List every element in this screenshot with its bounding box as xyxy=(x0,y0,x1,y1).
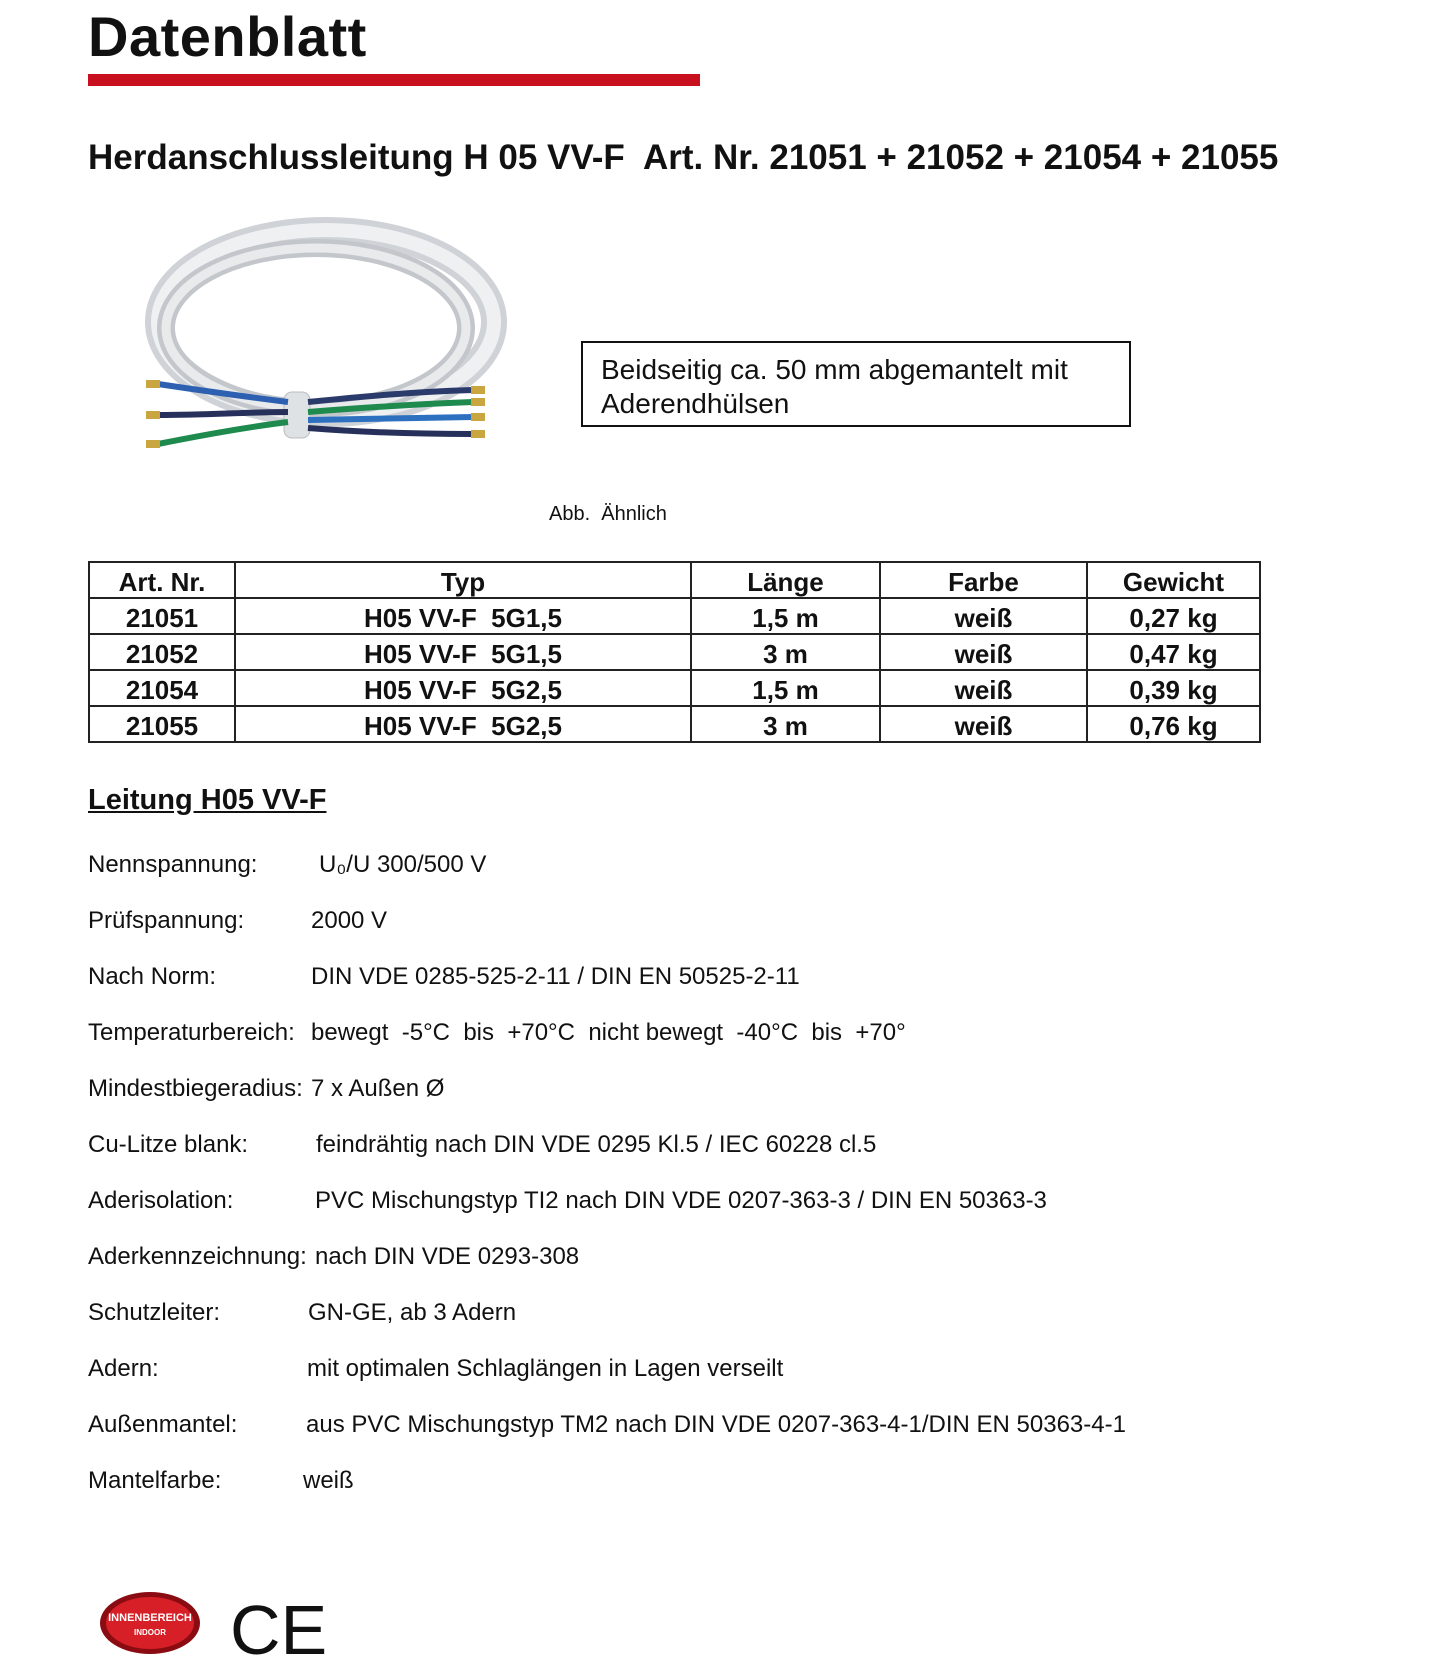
table-cell: 0,27 kg xyxy=(1087,598,1260,634)
property-label: Mantelfarbe: xyxy=(88,1467,222,1494)
column-header: Länge xyxy=(691,562,880,598)
table-cell: 0,76 kg xyxy=(1087,706,1260,742)
svg-text:INNENBEREICH: INNENBEREICH xyxy=(108,1612,192,1624)
article-table xyxy=(88,561,1261,743)
property-value: DIN VDE 0285-525-2-11 / DIN EN 50525-2-11 xyxy=(311,963,800,990)
stripping-note-box: Beidseitig ca. 50 mm abgemantelt mit Aderendhülsen xyxy=(581,341,1131,427)
property-label: Temperaturbereich: xyxy=(88,1019,295,1046)
column-header: Typ xyxy=(235,562,691,598)
property-value: weiß xyxy=(303,1467,354,1494)
table-cell: 1,5 m xyxy=(691,598,880,634)
table-cell: weiß xyxy=(880,706,1087,742)
property-value: nach DIN VDE 0293-308 xyxy=(315,1243,580,1270)
ce-mark-icon xyxy=(230,1591,328,1669)
table-cell: 3 m xyxy=(691,634,880,670)
svg-text:CE: CE xyxy=(230,1591,328,1669)
indoor-badge-logo xyxy=(98,1590,202,1656)
property-label: Mindestbiegeradius: xyxy=(88,1075,303,1102)
property-label: Cu-Litze blank: xyxy=(88,1131,249,1158)
table-cell: 1,5 m xyxy=(691,670,880,706)
property-value: PVC Mischungstyp TI2 nach DIN VDE 0207-363-3 / DIN EN 50363-3 xyxy=(315,1187,1047,1214)
table-cell: weiß xyxy=(880,670,1087,706)
table-cell: 3 m xyxy=(691,706,880,742)
image-caption: Abb. Ähnlich xyxy=(549,503,667,525)
table-row xyxy=(89,706,1260,742)
property-value: aus PVC Mischungstyp TM2 nach DIN VDE 0207-363-4-1/DIN EN 50363-4-1 xyxy=(306,1411,1126,1438)
property-value: GN-GE, ab 3 Adern xyxy=(308,1299,517,1326)
property-label: Adern: xyxy=(88,1355,159,1382)
table-cell: H05 VV-F 5G2,5 xyxy=(235,706,691,742)
property-label: Nach Norm: xyxy=(88,963,217,990)
product-subtitle: Herdanschlussleitung H 05 VV-F Art. Nr. 21051 + 21052 + 21054 + 21055 xyxy=(88,138,1279,177)
column-header: Farbe xyxy=(880,562,1087,598)
svg-text:INDOOR: INDOOR xyxy=(134,1628,166,1637)
cable-illustration xyxy=(138,212,508,472)
table-cell: H05 VV-F 5G1,5 xyxy=(235,634,691,670)
table-row xyxy=(89,634,1260,670)
table-cell: 21054 xyxy=(89,670,235,706)
property-label: Aderisolation: xyxy=(88,1187,234,1214)
property-row xyxy=(88,1467,354,1551)
property-value: 2000 V xyxy=(311,907,388,934)
property-value: feindrähtig nach DIN VDE 0295 Kl.5 / IEC 60228 cl.5 xyxy=(316,1131,877,1158)
table-cell: 0,39 kg xyxy=(1087,670,1260,706)
table-cell: H05 VV-F 5G1,5 xyxy=(235,598,691,634)
column-header: Art. Nr. xyxy=(89,562,235,598)
page-title: Datenblatt xyxy=(88,5,367,68)
column-header: Gewicht xyxy=(1087,562,1260,598)
table-cell: 21052 xyxy=(89,634,235,670)
section-heading: Leitung H05 VV-F xyxy=(88,784,327,816)
property-label: Aderkennzeichnung: xyxy=(88,1243,307,1270)
property-value: 7 x Außen Ø xyxy=(311,1075,445,1102)
table-cell: H05 VV-F 5G2,5 xyxy=(235,670,691,706)
table-cell: weiß xyxy=(880,598,1087,634)
table-row xyxy=(89,670,1260,706)
title-underline-bar xyxy=(88,74,700,86)
table-header-row xyxy=(89,562,1260,598)
table-row xyxy=(89,598,1260,634)
property-value: mit optimalen Schlaglängen in Lagen verseilt xyxy=(307,1355,784,1382)
table-cell: 0,47 kg xyxy=(1087,634,1260,670)
property-label: Schutzleiter: xyxy=(88,1299,221,1326)
table-cell: 21051 xyxy=(89,598,235,634)
property-label: Außenmantel: xyxy=(88,1411,238,1438)
table-cell: 21055 xyxy=(89,706,235,742)
table-cell: weiß xyxy=(880,634,1087,670)
property-label: Nennspannung: xyxy=(88,851,258,878)
property-value: bewegt -5°C bis +70°C nicht bewegt -40°C bis +70° xyxy=(311,1019,906,1046)
property-value: U₀/U 300/500 V xyxy=(319,851,487,878)
property-label: Prüfspannung: xyxy=(88,907,245,934)
